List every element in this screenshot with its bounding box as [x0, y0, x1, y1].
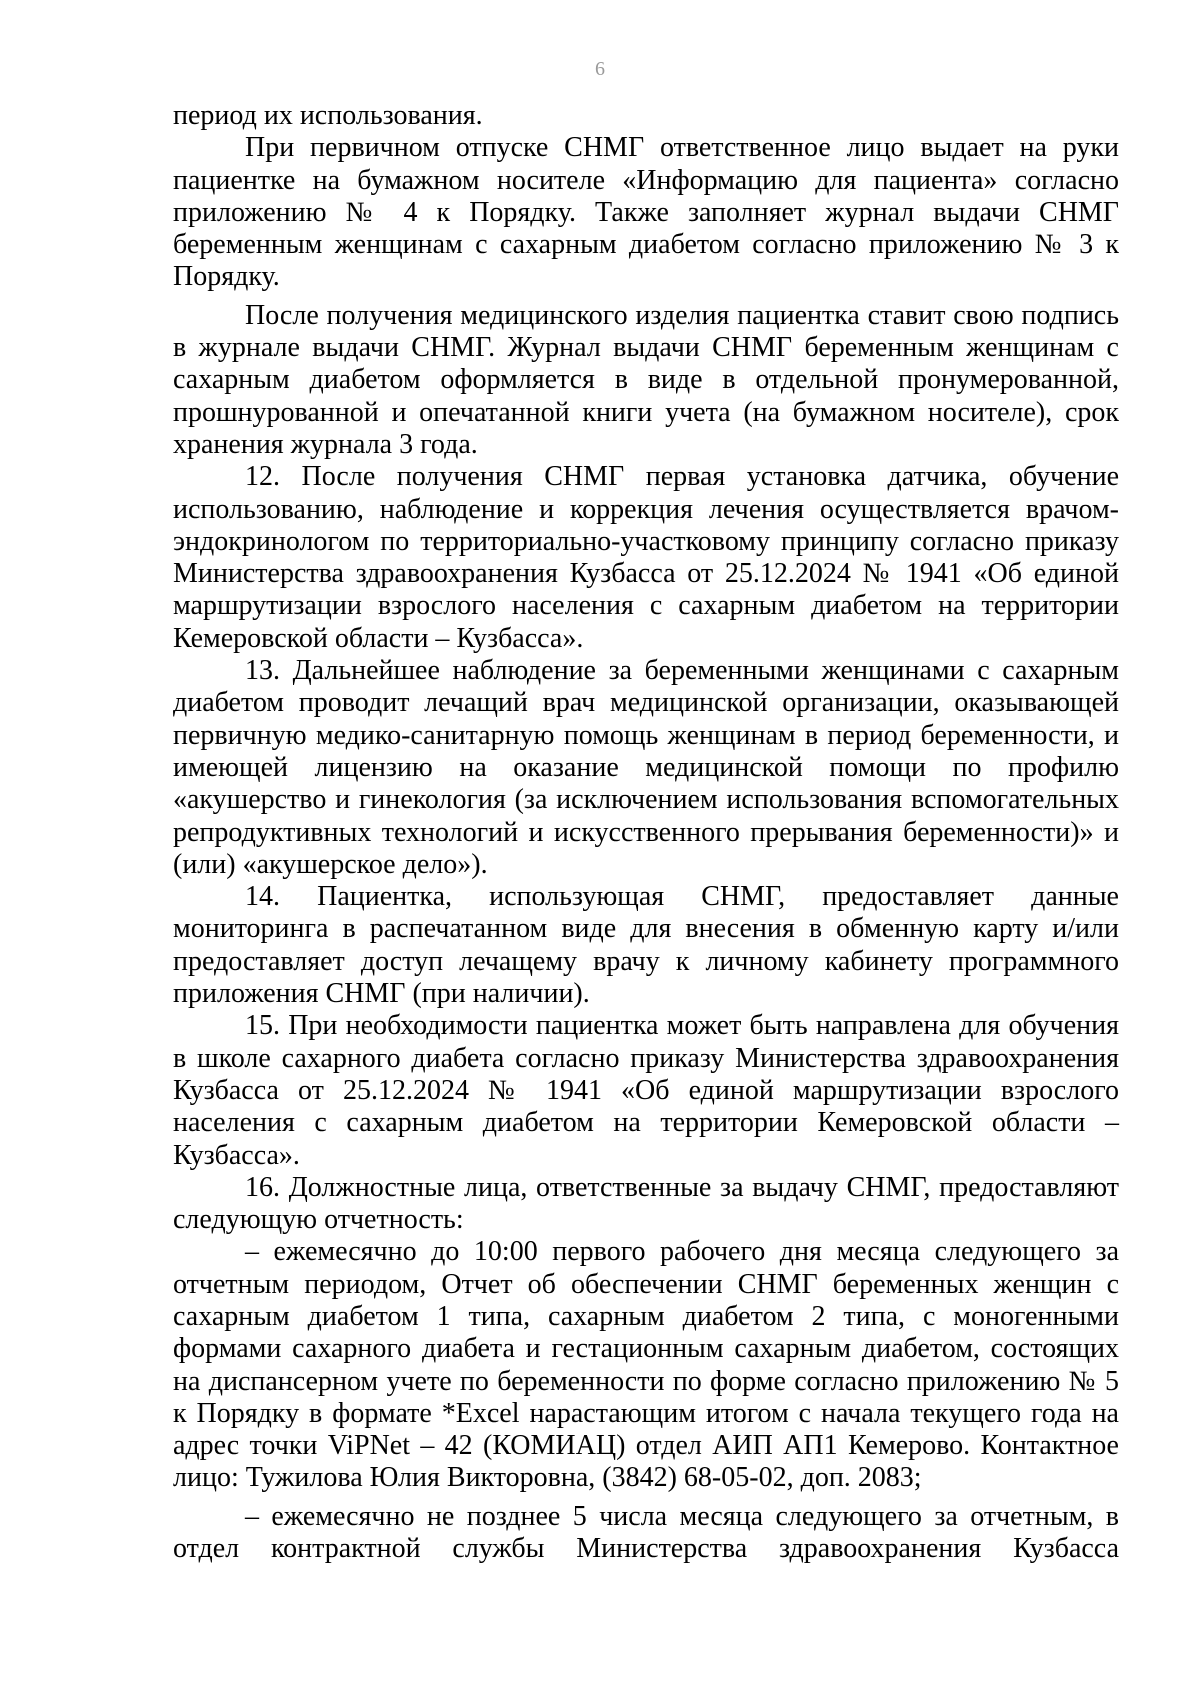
- paragraph-continuation: период их использования.: [173, 100, 483, 131]
- paragraph-report-monthly-1: – ежемесячно до 10:00 первого рабочего дня месяца следующего за отчетным периодом, Отчет об обеспечении СНМГ беременных женщин с сахарным диабетом 1 типа, сахарным диабетом 2 типа, с моногенными формами сахарного диабета и гестационным сахарным диабетом, состоящих на диспансерном учете по беременности по форме согласно приложению № 5 к Порядку в формате *Excel нарастающим итогом с начала текущего года на адрес точки ViPNet – 42 (КОМИАЦ) отдел АИП АП1 Кемерово. Контактное лицо: Тужилова Юлия Викторовна, (3842) 68-05-02, доп. 2083;: [173, 1236, 1119, 1494]
- document-body: [173, 100, 1119, 1565]
- paragraph-item-12: 12. После получения СНМГ первая установка датчика, обучение использованию, наблюдение и коррекция лечения осуществляется врачом-эндокринологом по территориально-участковому принципу согласно приказу Министерства здравоохранения Кузбасса от 25.12.2024 № 1941 «Об единой маршрутизации взрослого населения с сахарным диабетом на территории Кемеровской области – Кузбасса».: [173, 461, 1119, 654]
- paragraph-item-13: 13. Дальнейшее наблюдение за беременными женщинами с сахарным диабетом проводит лечащий врач медицинской организации, оказывающей первичную медико-санитарную помощь женщинам в период беременности, и имеющей лицензию на оказание медицинской помощи по профилю «акушерство и гинекология (за исключением использования вспомогательных репродуктивных технологий и искусственного прерывания беременности)» и (или) «акушерское дело»).: [173, 655, 1119, 880]
- page-number: 6: [595, 58, 605, 80]
- paragraph-item-15: 15. При необходимости пациентка может быть направлена для обучения в школе сахарного диабета согласно приказу Министерства здравоохранения Кузбасса от 25.12.2024 № 1941 «Об единой маршрутизации взрослого населения с сахарным диабетом на территории Кемеровской области – Кузбасса».: [173, 1010, 1119, 1171]
- paragraph-item-16: 16. Должностные лица, ответственные за выдачу СНМГ, предоставляют следующую отчетность:: [173, 1171, 1119, 1236]
- paragraph-item-14: 14. Пациентка, использующая СНМГ, предоставляет данные мониторинга в распечатанном виде для внесения в обменную карту и/или предоставляет доступ лечащему врачу к личному кабинету программного приложения СНМГ (при наличии).: [173, 881, 1119, 1010]
- paragraph-initial-issue: При первичном отпуске СНМГ ответственное лицо выдает на руки пациентке на бумажном носителе «Информацию для пациента» согласно приложению № 4 к Порядку. Также заполняет журнал выдачи СНМГ беременным женщинам с сахарным диабетом согласно приложению № 3 к Порядку.: [173, 132, 1119, 293]
- paragraph-signature-journal: После получения медицинского изделия пациентка ставит свою подпись в журнале выдачи СНМГ. Журнал выдачи СНМГ беременным женщинам с сахарным диабетом оформляется в виде в отдельной пронумерованной, прошнурованной и опечатанной книги учета (на бумажном носителе), срок хранения журнала 3 года.: [173, 299, 1119, 460]
- paragraph-report-monthly-2: – ежемесячно не позднее 5 числа месяца следующего за отчетным, в отдел контрактной службы Министерства здравоохранения Кузбасса: [173, 1500, 1119, 1565]
